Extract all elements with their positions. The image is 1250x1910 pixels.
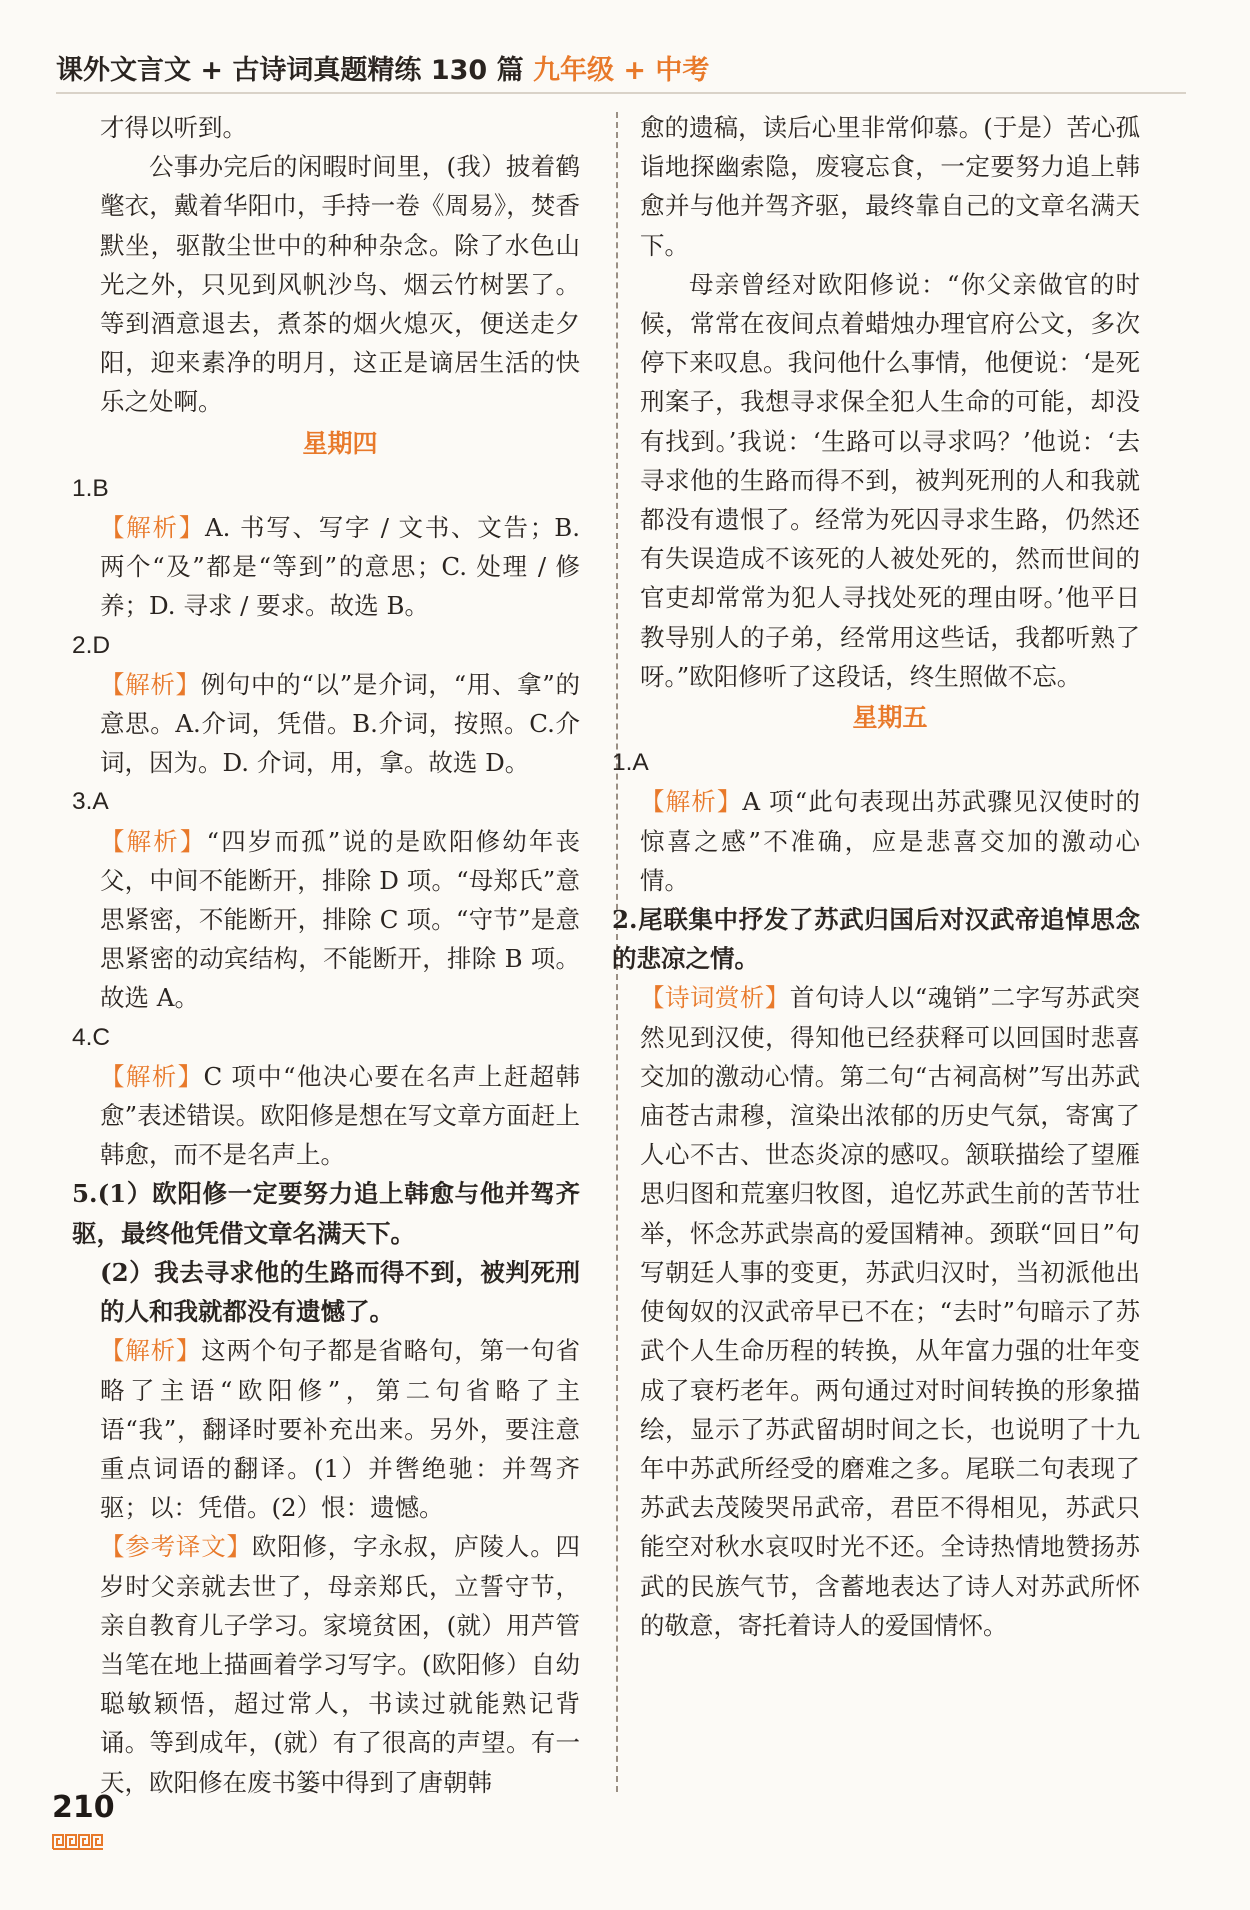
reference-translation bbox=[100, 1527, 580, 1801]
analysis-tag: 【解析】 bbox=[100, 513, 205, 543]
reference-tag: 【参考译文】 bbox=[100, 1532, 252, 1562]
answer-q4: 4.C bbox=[72, 1023, 111, 1051]
paragraph-continued: 才得以听到。 bbox=[100, 113, 247, 142]
answer-q5-part2: (2）我去寻求他的生路而得不到，被判死刑的人和我就都没有遗憾了。 bbox=[100, 1257, 580, 1327]
analysis-text: 例句中的“以”是介词，“用、拿”的意思。A.介词，凭借。B.介词，按照。C.介词，因为。D. 介词，用，拿。故选 D。 bbox=[100, 669, 580, 778]
analysis-q4 bbox=[100, 1057, 580, 1175]
reference-text: 欧阳修，字永叔，庐陵人。四岁时父亲就去世了，母亲郑氏，立誓守节，亲自教育儿子学习。家境贫困，(就）用芦管当笔在地上描画着学习写字。(欧阳修）自幼聪敏颖悟，超过常人，书读过就能熟记背诵。等到成年，(就）有了很高的声望。有一天，欧阳修在废书篓中得到了唐朝韩 bbox=[100, 1532, 581, 1797]
day-heading-thursday: 星期四 bbox=[302, 428, 378, 458]
answer-q2: 2.D bbox=[72, 631, 111, 659]
meander-ornament-icon bbox=[52, 1834, 104, 1850]
paragraph-continued-right: 愈的遗稿，读后心里非常仰慕。(于是）苦心孤诣地探幽索隐，废寝忘食，一定要努力追上韩愈并与他并驾齐驱，最终靠自己的文章名满天下。 bbox=[640, 113, 1140, 260]
header-title: 课外文言文 + 古诗词真题精练 130 篇 bbox=[56, 55, 533, 86]
right-column bbox=[612, 108, 1140, 1645]
analysis-text: 这两个句子都是省略句，第一句省略了主语“欧阳修”，第二句省略了主语“我”，翻译时要补充出来。另外，要注意重点词语的翻译。(1）并辔绝驰：并驾齐驱；以：凭借。(2）恨：遗憾。 bbox=[100, 1336, 581, 1523]
analysis-text: “四岁而孤”说的是欧阳修幼年丧父，中间不能断开，排除 D 项。“母郑氏”意思紧密，不能断开，排除 C 项。“守节”是意思紧密的动宾结构，不能断开，排除 B 项。故选 A。 bbox=[100, 826, 580, 1013]
analysis-q2 bbox=[100, 665, 580, 783]
answer-q5-part1: 5.(1）欧阳修一定要努力追上韩愈与他并驾齐驱，最终他凭借文章名满天下。 bbox=[72, 1179, 580, 1248]
header-grade: 九年级 + 中考 bbox=[532, 55, 710, 86]
analysis-tag: 【解析】 bbox=[100, 1061, 204, 1091]
appreciation-tag: 【诗词赏析】 bbox=[640, 983, 790, 1013]
analysis-text: A 项“此句表现出苏武骤见汉使时的惊喜之感”不准确，应是悲喜交加的激动心情。 bbox=[640, 787, 1140, 895]
analysis-q3 bbox=[100, 822, 580, 1018]
analysis-q5 bbox=[100, 1331, 580, 1527]
answer-q1: 1.B bbox=[72, 474, 109, 502]
appreciation-text: 首句诗人以“魂销”二字写苏武突然见到汉使，得知他已经获释可以回国时悲喜交加的激动心情。第二句“古祠高树”写出苏武庙苍古肃穆，渲染出浓郁的历史气氛，寄寓了人心不古、世态炎凉的感叹。颔联描绘了望雁思归图和荒塞归牧图，追忆苏武生前的苦节壮举，怀念苏武崇高的爱国精神。颈联“回日”句写朝廷人事的变更，苏武归汉时，当初派他出使匈奴的汉武帝早已不在；“去时”句暗示了苏武个人生命历程的转换，从年富力强的壮年变成了衰朽老年。两句通过对时间转换的形象描绘，显示了苏武留胡时间之长，也说明了十九年中苏武所经受的磨难之多。尾联二句表现了苏武去茂陵哭吊武帝，君臣不得相见，苏武只能空对秋水哀叹时光不还。全诗热情地赞扬苏武的民族气节，含蓄地表达了诗人对苏武所怀的敬意，寄托着诗人的爱国情怀。 bbox=[640, 983, 1140, 1640]
analysis-tag: 【解析】 bbox=[100, 826, 207, 856]
analysis-q1-friday bbox=[640, 782, 1140, 900]
analysis-q1 bbox=[100, 508, 580, 626]
book-header bbox=[56, 48, 1196, 87]
poem-appreciation bbox=[640, 978, 1140, 1644]
day-heading-friday: 星期五 bbox=[852, 703, 928, 733]
left-column bbox=[72, 108, 581, 1802]
header-rule bbox=[56, 92, 1186, 94]
paragraph-leisure: 公事办完后的闲暇时间里，(我）披着鹤氅衣，戴着华阳巾，手持一卷《周易》，焚香默坐，驱散尘世中的种种杂念。除了水色山光之外，只见到风帆沙鸟、烟云竹树罢了。等到酒意退去，煮茶的烟火熄灭，便送走夕阳，迎来素净的明月，这正是谪居生活的快乐之处啊。 bbox=[100, 152, 580, 417]
analysis-tag: 【解析】 bbox=[640, 787, 743, 817]
analysis-tag: 【解析】 bbox=[100, 669, 201, 699]
analysis-text: A. 书写、写字 / 文书、文告；B. 两个“及”都是“等到”的意思；C. 处理 / 修养；D. 寻求 / 要求。故选 B。 bbox=[100, 513, 581, 621]
analysis-tag: 【解析】 bbox=[100, 1336, 202, 1366]
paragraph-mother: 母亲曾经对欧阳修说：“你父亲做官的时候，常常在夜间点着蜡烛办理官府公文，多次停下来叹息。我问他什么事情，他便说：‘是死刑案子，我想寻求保全犯人生命的可能，却没有找到。’我说：‘生路可以寻求吗？’他说：‘去寻求他的生路而得不到，被判死刑的人和我就都没有遗恨了。经常为死囚寻求生路，仍然还有失误造成不该死的人被处死的，然而世间的官吏却常常为犯人寻找处死的理由呀。’他平日教导别人的子弟，经常用这些话，我都听熟了呀。”欧阳修听了这段话，终生照做不忘。 bbox=[640, 269, 1140, 691]
answer-q1-friday: 1.A bbox=[612, 749, 649, 777]
analysis-text: C 项中“他决心要在名声上赶超韩愈”表述错误。欧阳修是想在写文章方面赶上韩愈，而不是名声上。 bbox=[100, 1061, 581, 1170]
page-number: 210 bbox=[52, 1790, 115, 1825]
answer-q3: 3.A bbox=[72, 788, 109, 816]
answer-q2-friday: 2.尾联集中抒发了苏武归国后对汉武帝追悼思念的悲凉之情。 bbox=[612, 905, 1140, 974]
